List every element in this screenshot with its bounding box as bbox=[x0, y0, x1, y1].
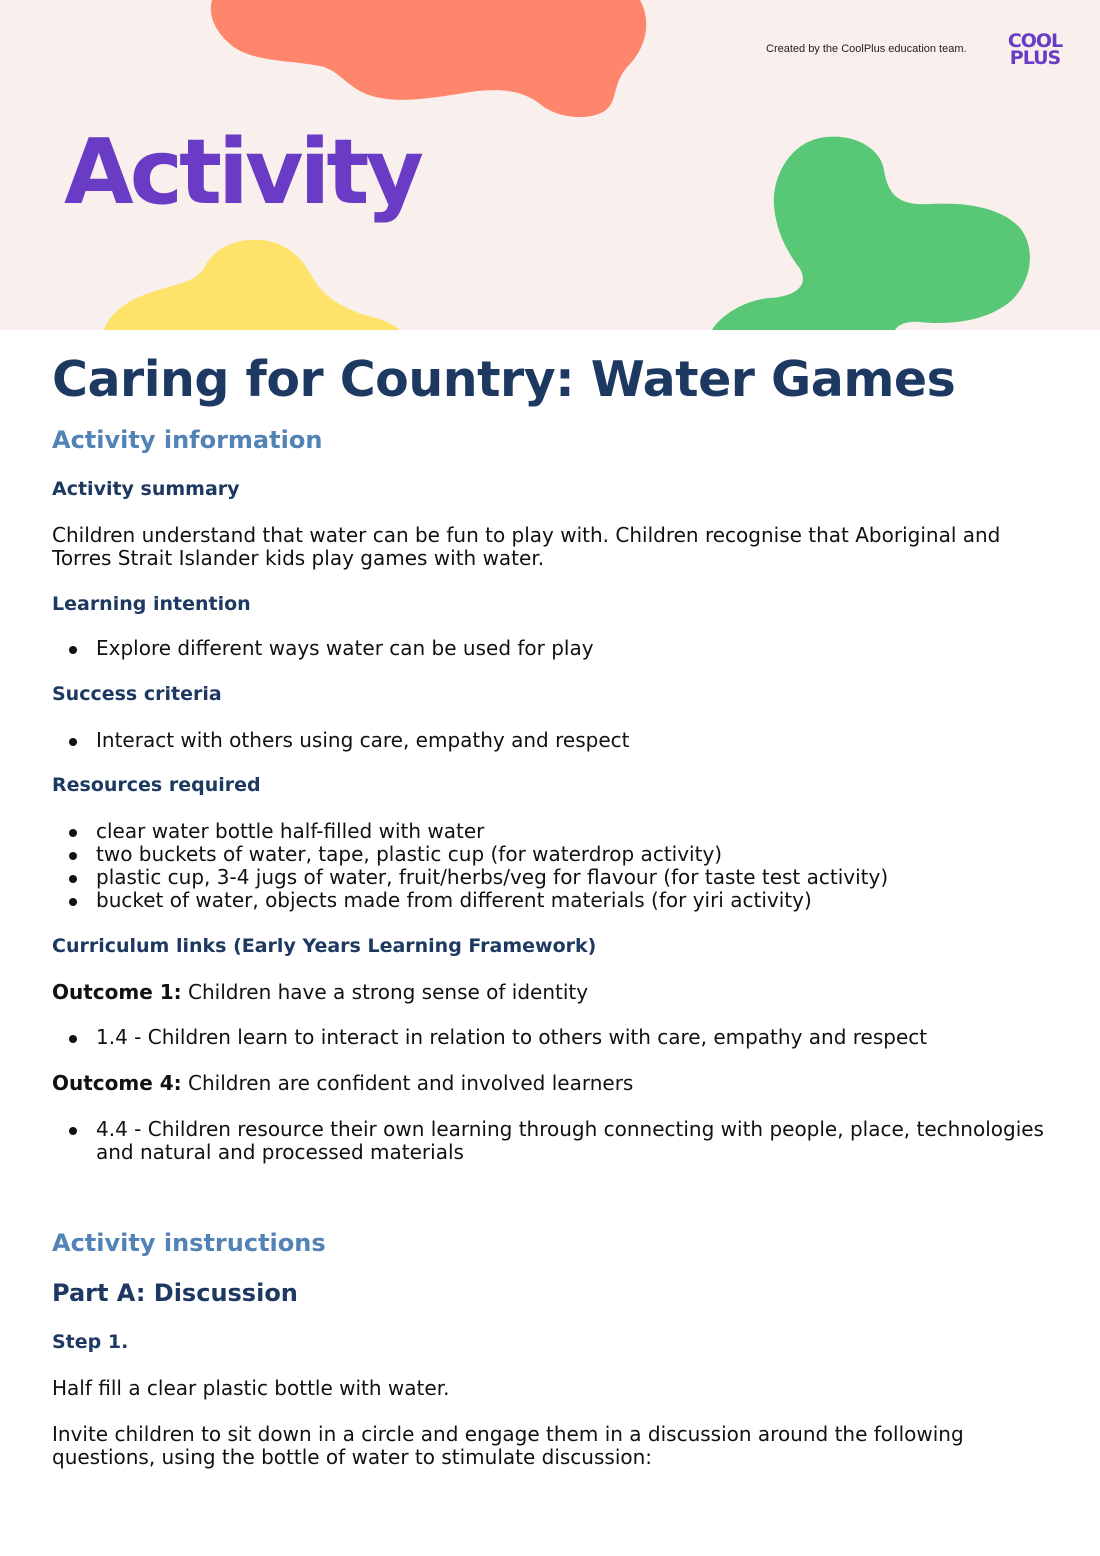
logo-line-cool: COOL bbox=[1007, 30, 1063, 52]
bullet-icon bbox=[69, 829, 77, 837]
outcome-1-list bbox=[52, 1026, 1086, 1049]
list-item: two buckets of water, tape, plastic cup (for waterdrop activity) bbox=[96, 843, 1086, 866]
list-item: 1.4 - Children learn to interact in relation to others with care, empathy and respect bbox=[96, 1026, 1086, 1049]
success-criteria-list bbox=[52, 729, 1086, 752]
yellow-blob bbox=[104, 240, 400, 330]
step-1-heading: Step 1. bbox=[52, 1331, 129, 1353]
outcome-1-label: Outcome 1: bbox=[52, 980, 182, 1004]
success-criteria-heading: Success criteria bbox=[52, 683, 222, 705]
coral-blob bbox=[211, 0, 646, 117]
activity-summary-heading: Activity summary bbox=[52, 478, 240, 500]
outcome-4-text: Children are confident and involved learners bbox=[181, 1071, 634, 1095]
part-a-heading: Part A: Discussion bbox=[52, 1279, 298, 1307]
list-item: bucket of water, objects made from different materials (for yiri activity) bbox=[96, 889, 1086, 912]
bullet-icon bbox=[69, 1035, 77, 1043]
resources-list bbox=[52, 820, 1086, 912]
outcome-4-line bbox=[52, 1072, 1042, 1095]
bullet-icon bbox=[69, 898, 77, 906]
page-title: Caring for Country: Water Games bbox=[52, 351, 956, 408]
main-content bbox=[52, 330, 1042, 408]
list-item: 4.4 - Children resource their own learning through connecting with people, place, technologies and natural and processed materials bbox=[96, 1118, 1086, 1164]
list-item: Interact with others using care, empathy and respect bbox=[96, 729, 1086, 752]
outcome-1-line bbox=[52, 981, 1042, 1004]
list-item: Explore different ways water can be used for play bbox=[96, 637, 1086, 660]
activity-instructions-heading: Activity instructions bbox=[52, 1229, 326, 1257]
outcome-4-label: Outcome 4: bbox=[52, 1071, 182, 1095]
banner-title: Activity bbox=[64, 120, 421, 225]
step-1-paragraph-1: Half fill a clear plastic bottle with water. bbox=[52, 1376, 450, 1400]
bullet-icon bbox=[69, 738, 77, 746]
learning-intention-list bbox=[52, 637, 1086, 660]
resources-required-heading: Resources required bbox=[52, 774, 261, 796]
learning-intention-heading: Learning intention bbox=[52, 593, 251, 615]
activity-information-heading: Activity information bbox=[52, 426, 323, 454]
credit-text: Created by the CoolPlus education team. bbox=[766, 43, 967, 55]
curriculum-links-heading: Curriculum links (Early Years Learning Framework) bbox=[52, 935, 597, 957]
list-item: plastic cup, 3-4 jugs of water, fruit/herbs/veg for flavour (for taste test activity) bbox=[96, 866, 1086, 889]
list-item: clear water bottle half-filled with water bbox=[96, 820, 1086, 843]
green-blob bbox=[712, 137, 1030, 330]
bullet-icon bbox=[69, 875, 77, 883]
outcome-1-text: Children have a strong sense of identity bbox=[181, 980, 589, 1004]
coolplus-logo bbox=[1002, 30, 1068, 69]
bullet-icon bbox=[69, 852, 77, 860]
bullet-icon bbox=[69, 1127, 77, 1135]
activity-summary-text: Children understand that water can be fun to play with. Children recognise that Aboriginal and Torres Strait Islander kids play games with water. bbox=[52, 523, 1001, 570]
step-1-paragraph-2: Invite children to sit down in a circle and engage them in a discussion around the following questions, using the bottle of water to stimulate discussion: bbox=[52, 1422, 964, 1469]
bullet-icon bbox=[69, 646, 77, 654]
outcome-4-list bbox=[52, 1118, 1086, 1164]
activity-banner bbox=[0, 0, 1100, 330]
logo-line-plus: PLUS bbox=[1009, 47, 1061, 69]
